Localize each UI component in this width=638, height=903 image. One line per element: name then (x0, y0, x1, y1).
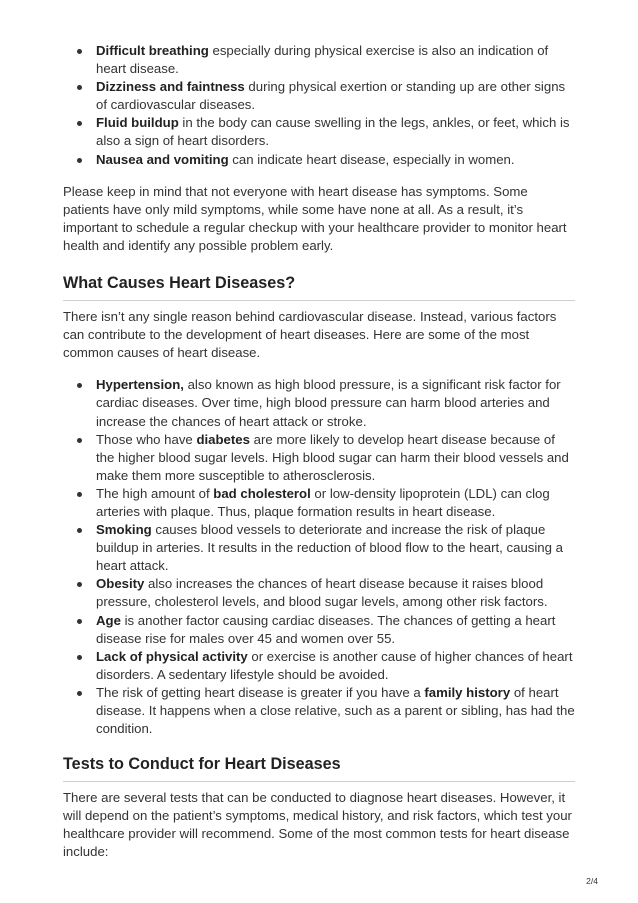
causes-heading-rule (63, 300, 575, 301)
list-item (96, 521, 575, 575)
list-item (96, 575, 575, 611)
list-item (96, 151, 575, 169)
tests-intro-paragraph: There are several tests that can be conducted to diagnose heart diseases. However, it will depend on the patient’s symptoms, medical history, and risk factors, which test your healthcare provider will recommend. Some of the most common tests for heart disease include: (63, 790, 572, 860)
list-item-bold: Lack of physical activity (96, 648, 248, 664)
causes-list (63, 376, 575, 738)
list-item-bold: Nausea and vomiting (96, 151, 229, 167)
list-item-bold: Age (96, 612, 121, 628)
list-item (96, 648, 575, 684)
causes-heading: What Causes Heart Diseases? (63, 274, 296, 293)
list-item-text: especially during physical exercise is also an indication of heart disease. (96, 43, 549, 77)
list-item-bold: Difficult breathing (96, 43, 209, 58)
list-item-pre: The high amount of (96, 485, 214, 501)
causes-intro-paragraph: There isn’t any single reason behind cardiovascular disease. Instead, various factors can contribute to the development of heart diseases. Here are some of the most common causes of heart disease. (63, 309, 557, 361)
list-item (96, 431, 575, 485)
symptoms-note-paragraph: Please keep in mind that not everyone with heart disease has symptoms. Some patients have only mild symptoms, while some have none at all. As a result, it’s important to schedule a regular checkup with your healthcare provider to monitor heart health and identify any possible problem early. (63, 183, 567, 253)
symptoms-list (63, 42, 575, 169)
list-item-text: causes blood vessels to deteriorate and increase the risk of plaque buildup in arteries. It results in the reduction of blood flow to the heart, causing a heart attack. (96, 522, 563, 574)
list-item (96, 612, 575, 648)
page-number: 2/4 (586, 876, 598, 886)
list-item-bold: Hypertension, (96, 377, 184, 393)
list-item-bold: Fluid buildup (96, 115, 179, 131)
list-item-text: or exercise is another cause of higher chances of heart disorders. A sedentary lifestyle should be avoided. (96, 648, 573, 682)
list-item (96, 114, 575, 150)
list-item-text: are more likely to develop heart disease because of the higher blood sugar levels. High blood sugar can harm their blood vessels and make them more susceptible to atherosclerosis. (96, 431, 569, 483)
list-item (96, 376, 575, 430)
list-item-pre: The risk of getting heart disease is greater if you have a (96, 684, 425, 700)
list-item-bold: Dizziness and faintness (96, 79, 245, 95)
list-item-text: also known as high blood pressure, is a significant risk factor for cardiac diseases. Over time, high blood pressure can harm blood arteries and increase the chances of heart attack or stroke. (96, 377, 561, 429)
list-item-text: of heart disease. It happens when a close relative, such as a parent or sibling, has had the condition. (96, 684, 575, 737)
list-item-bold: Smoking (96, 522, 152, 538)
list-item (96, 42, 575, 78)
list-item-bold: bad cholesterol (213, 485, 311, 501)
list-item-text: during physical exertion or standing up are other signs of cardiovascular diseases. (96, 79, 566, 113)
tests-heading-rule (63, 781, 575, 782)
list-item-text: can indicate heart disease, especially in women. (228, 151, 515, 167)
list-item (96, 485, 575, 521)
list-item-bold: family history (424, 684, 511, 700)
list-item-text: in the body can cause swelling in the legs, ankles, or feet, which is also a sign of heart disorders. (96, 115, 570, 149)
document-page (63, 42, 575, 862)
list-item-bold: diabetes (196, 431, 250, 447)
list-item-text: is another factor causing cardiac diseases. The chances of getting a heart disease rise for males over 45 and women over 55. (96, 612, 556, 646)
list-item-text: also increases the chances of heart disease because it raises blood pressure, cholesterol levels, and blood sugar levels, among other risk factors. (96, 576, 548, 610)
list-item (96, 78, 575, 114)
tests-heading: Tests to Conduct for Heart Diseases (63, 755, 341, 774)
list-item-bold: Obesity (96, 576, 145, 592)
list-item-pre: Those who have (96, 431, 197, 447)
list-item (96, 684, 575, 738)
list-item-text: or low-density lipoprotein (LDL) can clog arteries with plaque. Thus, plaque formation results in heart disease. (96, 485, 550, 519)
